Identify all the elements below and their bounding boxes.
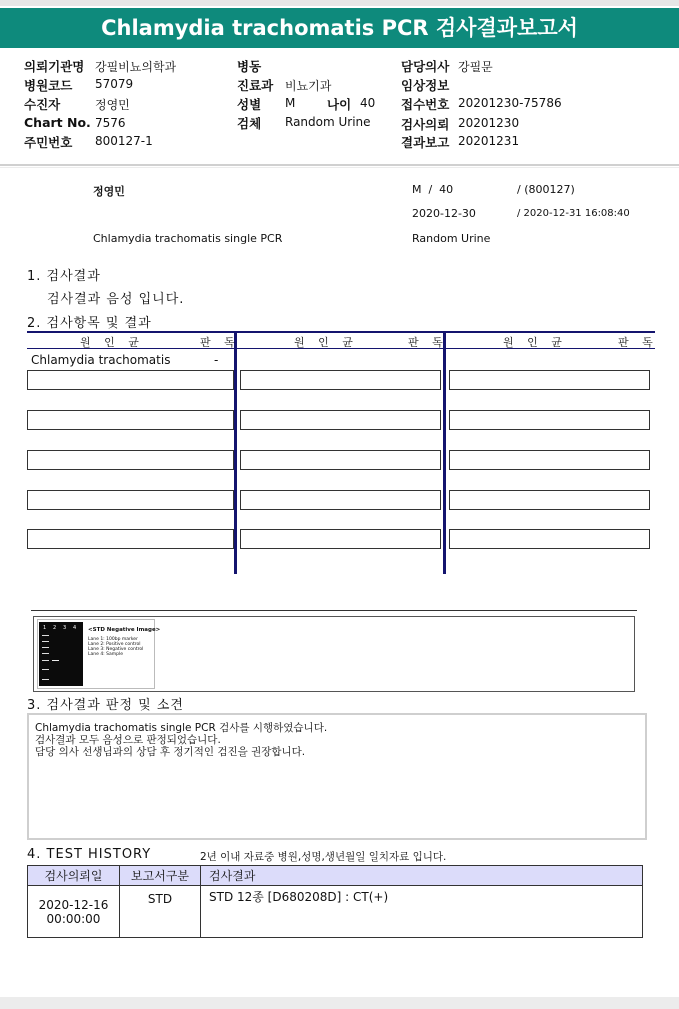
patient-name: 정영민: [93, 185, 125, 198]
header-organism-3: 원 인 균: [503, 336, 567, 349]
value-request-date: 20201230: [458, 116, 520, 130]
marker-band: [42, 635, 49, 636]
bottom-edge: [0, 997, 679, 1009]
lane-number: 2: [53, 625, 57, 631]
header-judge-2: 판 독: [408, 336, 448, 349]
table-row: [28, 886, 643, 938]
section2-title: 2. 검사항목 및 결과: [27, 316, 152, 331]
label-report-date: 결과보고: [401, 135, 450, 150]
result-box: [449, 490, 650, 510]
label-physician: 담당의사: [401, 59, 450, 74]
label-sex: 성별: [237, 97, 262, 112]
finding-line-3: 담당 의사 선생님과의 상담 후 정기적인 검진을 권장합니다.: [35, 746, 306, 758]
header-judge-1: 판 독: [200, 336, 240, 349]
marker-band: [42, 641, 49, 642]
lane-number: 4: [73, 625, 77, 631]
history-result: STD 12종 [D680208D] : CT(+): [201, 886, 643, 938]
result-box: [240, 529, 441, 549]
value-department: 비뇨기과: [285, 79, 332, 93]
label-requesting-clinic: 의뢰기관명: [24, 59, 85, 74]
result-box: [449, 370, 650, 390]
marker-band: [42, 669, 49, 670]
finding-line-1: Chlamydia trachomatis single PCR 검사를 시행하였습니다.: [35, 722, 328, 734]
result-box: [240, 410, 441, 430]
history-header-result: 검사결과: [201, 866, 643, 886]
label-hospital-code: 병원코드: [24, 78, 73, 93]
value-patient: 정영민: [95, 98, 130, 112]
label-specimen: 검체: [237, 116, 262, 131]
gel-legend-4: Lane 4: Sample: [88, 652, 123, 657]
value-chart-no: 7576: [95, 116, 126, 130]
label-department: 진료과: [237, 78, 274, 93]
result-box: [240, 450, 441, 470]
gel-legend-1: Lane 1: 100bp marker: [88, 637, 138, 642]
gel-caption-title: <STD Negative Image>: [88, 627, 161, 633]
result-box: [27, 529, 234, 549]
marker-band: [42, 660, 49, 661]
section1-result: 검사결과 음성 입니다.: [47, 292, 185, 307]
result-box: [27, 450, 234, 470]
result-box: [27, 370, 234, 390]
specimen-type: Random Urine: [412, 232, 491, 245]
gel-electrophoresis-image: [39, 622, 83, 686]
result-box: [240, 490, 441, 510]
label-request-date: 검사의뢰: [401, 117, 450, 132]
positive-control-band: [52, 660, 59, 661]
column-divider-2: [443, 331, 446, 574]
header-organism-2: 원 인 균: [294, 336, 358, 349]
value-age: 40: [360, 96, 376, 110]
result-box: [449, 450, 650, 470]
history-header-type: 보고서구분: [120, 866, 201, 886]
history-time: 00:00:00: [46, 911, 101, 926]
value-physician: 강필문: [458, 60, 493, 74]
section4-title: 4. TEST HISTORY: [27, 847, 152, 862]
label-ward: 병동: [237, 59, 262, 74]
patient-sex-age: M / 40: [412, 183, 454, 196]
section1-title: 1. 검사결과: [27, 269, 101, 284]
history-note: 2년 이내 자료중 병원,성명,생년월일 일치자료 입니다.: [200, 851, 447, 863]
history-table: [27, 865, 643, 938]
column-divider-1: [234, 331, 237, 574]
value-sex: M: [285, 96, 296, 110]
lane-number: 1: [43, 625, 47, 631]
label-patient: 수진자: [24, 97, 61, 112]
history-header-row: [28, 866, 643, 886]
organism-name: Chlamydia trachomatis: [31, 353, 171, 367]
marker-band: [42, 679, 49, 680]
value-receipt-no: 20201230-75786: [458, 96, 562, 110]
history-date: 2020-12-16: [38, 897, 109, 912]
result-box: [240, 370, 441, 390]
finding-line-2: 검사결과 모두 음성으로 판정되었습니다.: [35, 734, 221, 746]
marker-band: [42, 653, 49, 654]
history-type: STD: [120, 886, 201, 938]
lane-number: 3: [63, 625, 67, 631]
organism-result: -: [214, 353, 219, 367]
value-hospital-code: 57079: [95, 77, 134, 91]
header-divider-shadow: [0, 167, 679, 168]
header-organism-1: 원 인 균: [80, 336, 144, 349]
label-resident-no: 주민번호: [24, 135, 73, 150]
result-box: [449, 529, 650, 549]
value-requesting-clinic: 강필비뇨의학과: [95, 60, 177, 74]
result-box: [27, 410, 234, 430]
table-top-rule: [27, 331, 655, 333]
patient-birth: / (800127): [517, 183, 575, 196]
label-clinical-info: 임상정보: [401, 78, 450, 93]
section3-title: 3. 검사결과 판정 및 소견: [27, 698, 184, 713]
result-box: [449, 410, 650, 430]
top-edge: [0, 0, 679, 6]
value-report-date: 20201231: [458, 134, 520, 148]
value-resident-no: 800127-1: [95, 134, 153, 148]
report-title: Chlamydia trachomatis PCR 검사결과보고서: [0, 8, 679, 48]
history-header-date: 검사의뢰일: [28, 866, 120, 886]
test-name: Chlamydia trachomatis single PCR: [93, 232, 283, 245]
header-judge-3: 판 독: [618, 336, 658, 349]
gel-legend-2: Lane 2: Positive control: [88, 642, 141, 647]
label-age: 나이: [327, 97, 352, 112]
label-chart-no: Chart No.: [24, 115, 91, 130]
header-divider: [0, 164, 679, 166]
result-box: [27, 490, 234, 510]
gel-top-rule: [31, 610, 637, 611]
receipt-date: 2020-12-30: [412, 207, 476, 220]
value-specimen: Random Urine: [285, 115, 371, 129]
label-receipt-no: 접수번호: [401, 97, 450, 112]
report-datetime: / 2020-12-31 16:08:40: [517, 208, 630, 219]
gel-legend-3: Lane 3: Negative control: [88, 647, 144, 652]
marker-band: [42, 647, 49, 648]
history-date-cell: [28, 886, 120, 938]
